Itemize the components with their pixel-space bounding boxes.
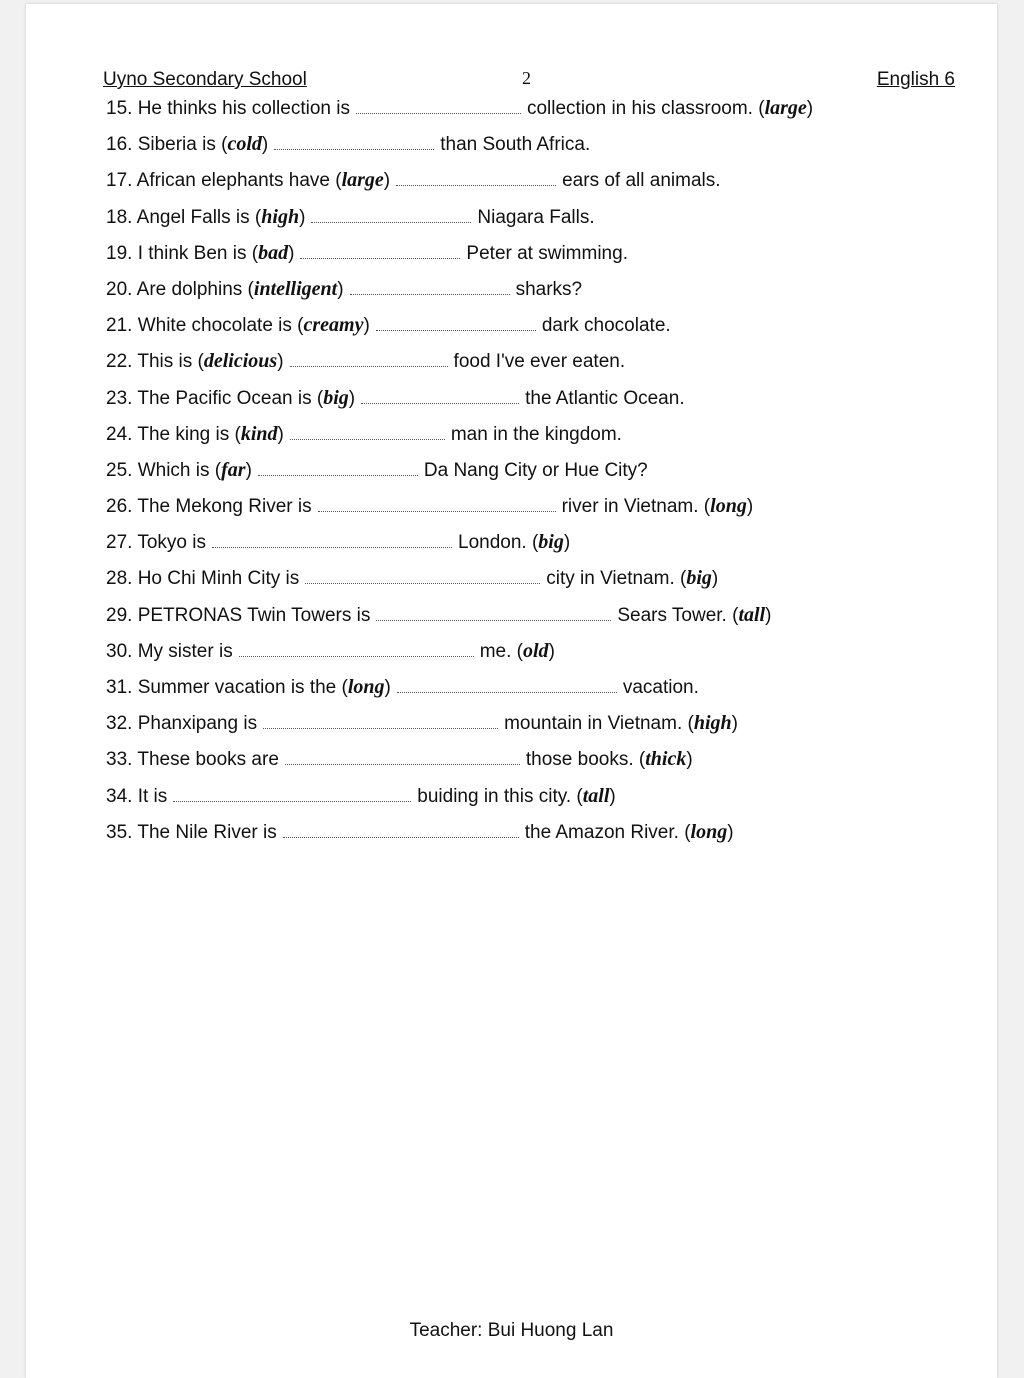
question-item: 18. Angel Falls is (high) Niagara Falls.: [106, 205, 595, 228]
teacher-name: Teacher: Bui Huong Lan: [409, 1320, 614, 1341]
answer-blank[interactable]: [300, 257, 460, 259]
question-number: 30.: [106, 640, 133, 662]
subject-label: English 6: [876, 69, 955, 90]
question-number: 33.: [106, 749, 133, 771]
question-text-after: London.: [458, 532, 527, 554]
question-text-before: I think Ben is: [137, 242, 247, 264]
adjective-hint: bad: [258, 241, 289, 264]
question-text-before: The Pacific Ocean is: [137, 387, 312, 409]
adjective-hint: large: [764, 97, 807, 119]
question-text-after: Sears Tower.: [617, 604, 727, 626]
question-item: 34. It is buiding in this city. (tall): [106, 784, 616, 807]
answer-blank[interactable]: [212, 546, 452, 548]
question-text-before: Which is: [137, 459, 210, 481]
question-item: 21. White chocolate is (creamy) dark chocolate.: [106, 314, 671, 337]
question-item: 35. The Nile River is the Amazon River. (long): [106, 820, 734, 843]
answer-blank[interactable]: [397, 691, 617, 693]
question-text-after: Peter at swimming.: [466, 242, 628, 264]
answer-blank[interactable]: [311, 221, 471, 223]
question-text-before: Tokyo is: [137, 532, 206, 554]
question-list: [106, 90, 966, 850]
adjective-hint: big: [323, 386, 349, 409]
question-text-after: me.: [479, 640, 512, 662]
question-number: 27.: [106, 532, 133, 554]
question-text-before: Angel Falls is: [136, 206, 250, 228]
adjective-hint: high: [693, 712, 732, 735]
page-number: 2: [522, 68, 531, 88]
question-text-before: Phanxipang is: [137, 713, 258, 735]
question-number: 21.: [106, 315, 133, 337]
answer-blank[interactable]: [239, 655, 474, 657]
answer-blank[interactable]: [318, 510, 556, 512]
question-number: 17.: [106, 170, 133, 192]
question-text-before: Siberia is: [137, 134, 216, 156]
question-item: 31. Summer vacation is the (long) vacation.: [106, 676, 699, 698]
school-name: Uyno Secondary School: [103, 69, 307, 90]
question-item: 20. Are dolphins (intelligent) sharks?: [106, 277, 583, 300]
question-text-before: It is: [137, 785, 168, 807]
answer-blank[interactable]: [263, 727, 498, 729]
question-text-after: collection in his classroom.: [526, 98, 753, 119]
question-number: 25.: [106, 459, 133, 481]
adjective-hint: big: [538, 531, 564, 554]
adjective-hint: old: [523, 639, 549, 662]
question-text-after: mountain in Vietnam.: [504, 713, 683, 735]
question-text-after: river in Vietnam.: [561, 496, 699, 518]
adjective-hint: long: [710, 495, 747, 518]
question-number: 23.: [106, 387, 133, 409]
adjective-hint: delicious: [203, 350, 278, 373]
question-text-before: He thinks his collection is: [137, 98, 350, 119]
answer-blank[interactable]: [290, 365, 448, 367]
question-text-before: My sister is: [137, 640, 233, 662]
question-number: 19.: [106, 242, 133, 264]
question-item: 16. Siberia is (cold) than South Africa.: [106, 133, 591, 156]
answer-blank[interactable]: [376, 619, 611, 621]
question-item: 26. The Mekong River is river in Vietnam. (long): [106, 495, 754, 518]
answer-blank[interactable]: [361, 402, 519, 404]
question-text-after: vacation.: [622, 677, 699, 698]
question-text-after: ears of all animals.: [562, 170, 721, 192]
question-item: 19. I think Ben is (bad) Peter at swimming.: [106, 241, 628, 264]
question-item: 27. Tokyo is London. (big): [106, 531, 571, 554]
question-text-after: Da Nang City or Hue City?: [423, 459, 648, 481]
question-item: 24. The king is (kind) man in the kingdom.: [106, 422, 622, 445]
adjective-hint: high: [261, 205, 300, 228]
adjective-hint: long: [690, 820, 728, 843]
answer-blank[interactable]: [396, 184, 556, 186]
answer-blank[interactable]: [305, 582, 540, 584]
question-number: 28.: [106, 568, 133, 590]
answer-blank[interactable]: [283, 836, 519, 838]
question-item: 15. He thinks his collection is collection in his classroom. (large): [106, 97, 814, 119]
question-text-after: sharks?: [515, 278, 583, 300]
question-number: 16.: [106, 134, 133, 156]
question-item: 30. My sister is me. (old): [106, 639, 555, 662]
question-text-before: This is: [137, 351, 193, 373]
answer-blank[interactable]: [173, 800, 411, 802]
adjective-hint: big: [686, 567, 712, 590]
question-text-after: man in the kingdom.: [450, 423, 622, 445]
question-number: 15.: [106, 98, 133, 119]
question-number: 22.: [106, 351, 133, 373]
question-text-before: The Mekong River is: [137, 496, 312, 518]
question-text-after: Niagara Falls.: [477, 206, 595, 228]
question-number: 18.: [106, 206, 133, 228]
adjective-hint: thick: [645, 748, 687, 771]
question-item: 22. This is (delicious) food I've ever eaten.: [106, 350, 626, 373]
question-text-after: the Amazon River.: [524, 821, 679, 843]
question-text-before: The king is: [137, 423, 230, 445]
adjective-hint: far: [221, 458, 246, 481]
question-number: 20.: [106, 278, 133, 300]
answer-blank[interactable]: [285, 763, 520, 765]
adjective-hint: long: [347, 676, 385, 698]
question-number: 35.: [106, 821, 133, 843]
question-item: 17. African elephants have (large) ears of all animals.: [106, 169, 721, 192]
question-item: 33. These books are those books. (thick): [106, 748, 693, 771]
adjective-hint: tall: [738, 603, 766, 626]
question-number: 29.: [106, 604, 133, 626]
question-item: 25. Which is (far) Da Nang City or Hue City?: [106, 458, 648, 481]
adjective-hint: large: [341, 169, 384, 192]
question-text-after: the Atlantic Ocean.: [525, 387, 685, 409]
answer-blank[interactable]: [274, 148, 434, 150]
question-text-after: than South Africa.: [440, 134, 591, 156]
question-text-before: PETRONAS Twin Towers is: [137, 604, 371, 626]
question-item: 28. Ho Chi Minh City is city in Vietnam. (big): [106, 567, 719, 590]
answer-blank[interactable]: [350, 293, 510, 295]
question-number: 34.: [106, 785, 133, 807]
question-text-before: Are dolphins: [136, 278, 243, 300]
question-text-after: dark chocolate.: [541, 315, 671, 337]
answer-blank[interactable]: [290, 438, 445, 440]
adjective-hint: cold: [227, 133, 262, 156]
question-number: 31.: [106, 677, 133, 698]
question-text-before: White chocolate is: [137, 315, 292, 337]
question-item: 29. PETRONAS Twin Towers is Sears Tower. (tall): [106, 603, 772, 626]
question-item: 23. The Pacific Ocean is (big) the Atlantic Ocean.: [106, 386, 685, 409]
question-number: 32.: [106, 713, 133, 735]
question-number: 24.: [106, 423, 133, 445]
answer-blank[interactable]: [376, 329, 536, 331]
question-item: 32. Phanxipang is mountain in Vietnam. (high): [106, 712, 738, 735]
question-text-after: food I've ever eaten.: [453, 351, 626, 373]
question-text-before: Summer vacation is the: [137, 677, 337, 698]
worksheet-page: [26, 4, 997, 1378]
answer-blank[interactable]: [258, 474, 418, 476]
question-number: 26.: [106, 496, 133, 518]
question-text-after: buiding in this city.: [417, 785, 572, 807]
answer-blank[interactable]: [356, 112, 521, 114]
question-text-before: The Nile River is: [137, 821, 277, 843]
adjective-hint: tall: [582, 784, 610, 807]
adjective-hint: intelligent: [253, 277, 338, 300]
question-text-after: those books.: [525, 749, 634, 771]
question-text-before: African elephants have: [136, 170, 330, 192]
adjective-hint: kind: [240, 422, 278, 445]
question-text-after: city in Vietnam.: [546, 568, 675, 590]
adjective-hint: creamy: [303, 314, 364, 337]
question-text-before: Ho Chi Minh City is: [137, 568, 300, 590]
question-text-before: These books are: [137, 749, 279, 771]
